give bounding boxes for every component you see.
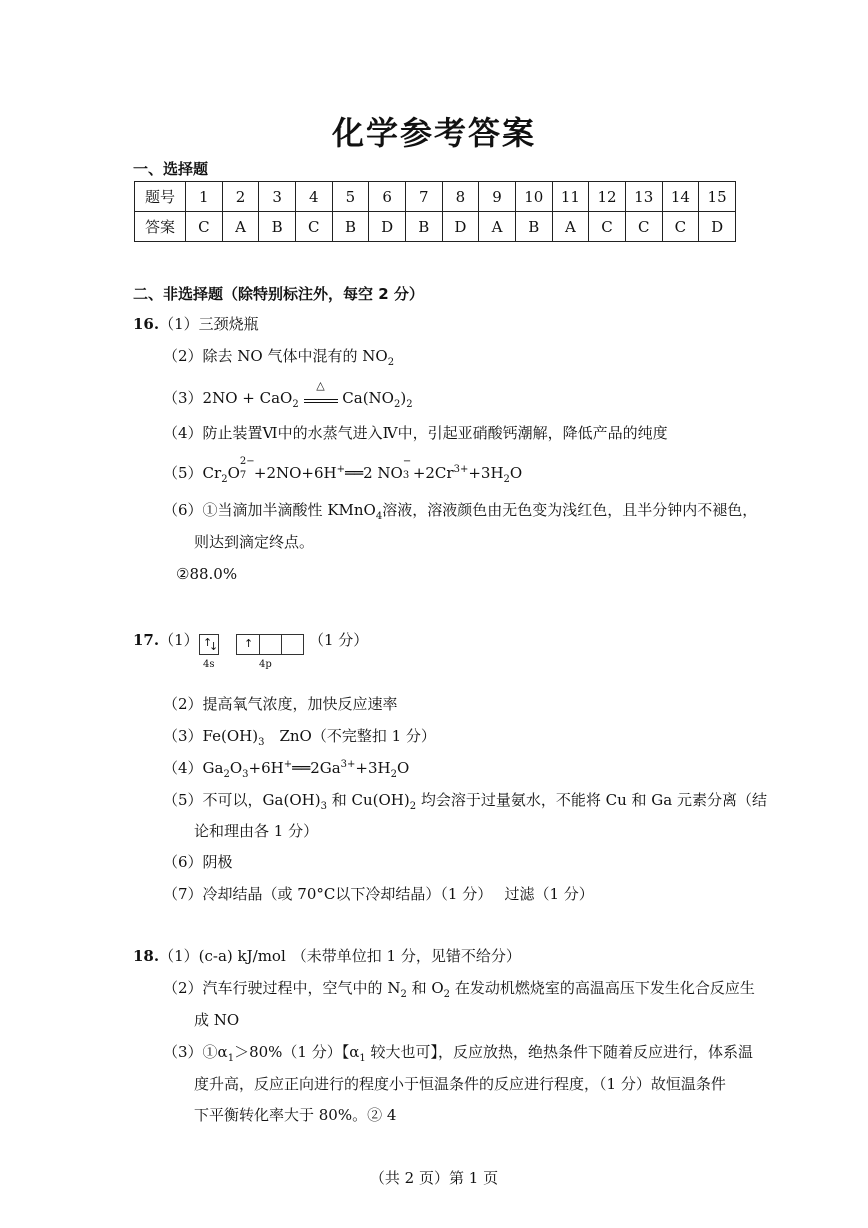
- orbital-box-4s: [199, 634, 219, 655]
- answer-cell: C: [662, 212, 699, 242]
- subscript: 2: [221, 474, 228, 485]
- answer-text: 溶液，溶液颜色由无色变为浅红色，且半分钟内不褪色，: [382, 501, 758, 519]
- subscript: 3: [242, 769, 249, 780]
- question-number-cell: 11: [552, 182, 589, 212]
- question-number-cell: 12: [589, 182, 626, 212]
- table-row-answers: [135, 212, 736, 242]
- answer-cell: D: [369, 212, 406, 242]
- question-17-part-3: [163, 726, 436, 746]
- answer-cell: B: [405, 212, 442, 242]
- answer-cell: C: [186, 212, 223, 242]
- answer-text: （未带单位扣 1 分，见错不给分）: [291, 947, 521, 965]
- answer-text: （3）Fe(OH): [163, 727, 259, 745]
- question-number-cell: 10: [515, 182, 552, 212]
- question-number-cell: 4: [295, 182, 332, 212]
- question-18-part-2: [163, 978, 755, 998]
- page-footer: （共 2 页）第 1 页: [369, 1169, 499, 1187]
- answer-cell: B: [515, 212, 552, 242]
- answer-text: （5）不可以，Ga(OH): [163, 791, 321, 809]
- answer-text: ══2 NO: [345, 464, 403, 482]
- question-18-part-2-cont: 成 NO: [194, 1011, 240, 1029]
- question-number: 17.: [133, 631, 160, 649]
- table-row-numbers: [135, 182, 736, 212]
- answer-text: ZnO（不完整扣 1 分）: [264, 727, 436, 745]
- answer-text: 在发动机燃烧室的高温高压下发生化合反应生: [450, 979, 755, 997]
- question-16-part-6: [163, 500, 757, 520]
- question-number-cell: 2: [222, 182, 259, 212]
- question-16-part-1: [133, 314, 259, 334]
- answer-text: 均会溶于过量氨水，不能将 Cu 和 Ga 元素分离（结: [416, 791, 767, 809]
- table-row-label: 题号: [135, 182, 186, 212]
- question-number-cell: 9: [479, 182, 516, 212]
- question-16-part-6-result: ②88.0%: [176, 565, 238, 583]
- answer-text: （1）: [159, 631, 199, 649]
- section-2-heading: 二、非选择题（除特别标注外，每空 2 分）: [133, 285, 424, 303]
- double-line: [304, 399, 338, 403]
- answer-text: O: [397, 759, 410, 777]
- question-number-cell: 8: [442, 182, 479, 212]
- answer-text: O: [229, 759, 243, 777]
- subscript: 2: [443, 989, 451, 1000]
- question-number: 18.: [133, 947, 160, 965]
- question-number-cell: 13: [625, 182, 662, 212]
- question-17-part-5: [163, 790, 767, 810]
- orbital-box-4p: [236, 634, 304, 655]
- superscript: +: [336, 464, 346, 475]
- superscript: +: [283, 759, 293, 770]
- answer-text: Ca(NO: [342, 389, 394, 407]
- answer-cell: B: [259, 212, 296, 242]
- charge-stack: − 3: [402, 456, 412, 481]
- answer-text: （1）三颈烧瓶: [159, 315, 259, 333]
- answer-cell: C: [589, 212, 626, 242]
- subscript: 2: [406, 399, 413, 410]
- page-title: 化学参考答案: [331, 114, 536, 152]
- question-16-part-3: [163, 379, 413, 410]
- orbital-cell: [237, 635, 260, 654]
- question-18-part-1: [133, 946, 521, 966]
- subscript: 2: [223, 769, 230, 780]
- answer-text: （6）①当滴加半滴酸性 KMnO: [163, 501, 376, 519]
- superscript: 3+: [340, 759, 356, 770]
- answer-text: 和 Cu(OH): [326, 791, 410, 809]
- question-17-part-4: [163, 758, 409, 778]
- question-number: 16.: [133, 315, 160, 333]
- answer-text: ══2Ga: [292, 759, 341, 777]
- answer-cell: A: [222, 212, 259, 242]
- answer-text: 较大也可】，反应放热，绝热条件下随着反应进行，体系温: [365, 1043, 754, 1061]
- answer-text: （5）Cr: [163, 464, 222, 482]
- answer-text: O: [509, 464, 523, 482]
- answer-text: （3）①α: [163, 1043, 228, 1061]
- subscript: 2: [292, 399, 299, 410]
- table-row-label: 答案: [135, 212, 186, 242]
- question-17-part-6: （6）阴极: [163, 853, 233, 871]
- orbital-label-4p: 4p: [259, 659, 272, 670]
- section-1-heading: 一、选择题: [133, 160, 209, 178]
- question-number-cell: 15: [699, 182, 736, 212]
- answer-table: [134, 181, 736, 242]
- spin-up-arrow-icon: ↑: [203, 636, 213, 649]
- subscript: 3: [258, 737, 265, 748]
- orbital-label-4s: 4s: [203, 659, 215, 670]
- answer-cell: A: [552, 212, 589, 242]
- question-16-part-4: （4）防止装置Ⅵ中的水蒸气进入Ⅳ中，引起亚硝酸钙潮解，降低产品的纯度: [163, 424, 668, 442]
- answer-text: +2Cr: [412, 464, 454, 482]
- orbital-cell: [259, 635, 282, 654]
- spin-down-arrow-icon: ↓: [209, 640, 219, 653]
- question-number-cell: 14: [662, 182, 699, 212]
- question-number-cell: 7: [405, 182, 442, 212]
- answer-text: （3）2NO + CaO: [163, 389, 293, 407]
- answer-text: O: [227, 464, 240, 482]
- heating-equals-sign: [304, 379, 338, 403]
- question-18-part-3-cont2: 下平衡转化率大于 80%。② 4: [194, 1106, 397, 1124]
- subscript: 2: [390, 769, 397, 780]
- answer-text: （4）Ga: [163, 759, 224, 777]
- answer-text: +6H: [248, 759, 284, 777]
- question-number-cell: 1: [186, 182, 223, 212]
- subscript: 1: [359, 1053, 366, 1064]
- answer-text: ＞80%（1 分）【α: [234, 1043, 360, 1061]
- heat-triangle-icon: △: [316, 379, 325, 392]
- question-number-cell: 3: [259, 182, 296, 212]
- subscript: 3: [320, 801, 327, 812]
- subscript: 2: [503, 474, 510, 485]
- answer-cell: C: [625, 212, 662, 242]
- question-number-cell: 5: [332, 182, 369, 212]
- question-number-cell: 6: [369, 182, 406, 212]
- subscript: 2: [387, 357, 395, 368]
- question-17-part-5-cont: 论和理由各 1 分）: [194, 822, 319, 840]
- answer-text: +3H: [355, 759, 391, 777]
- superscript: 3+: [453, 464, 469, 475]
- question-16-part-6-cont: 则达到滴定终点。: [194, 533, 315, 551]
- answer-text: +2NO+6H: [253, 464, 337, 482]
- question-16-part-2: [163, 346, 394, 366]
- subscript: 2: [400, 989, 407, 1000]
- answer-cell: D: [442, 212, 479, 242]
- answer-cell: A: [479, 212, 516, 242]
- question-18-part-3: [163, 1042, 753, 1062]
- subscript: 4: [375, 511, 383, 522]
- answer-cell: B: [332, 212, 369, 242]
- question-17-part-7: （7）冷却结晶（或 70°C以下冷却结晶）（1 分） 过滤（1 分）: [163, 885, 594, 903]
- answer-text: （2）除去 NO 气体中混有的 NO: [163, 347, 388, 365]
- answer-text: ): [400, 389, 407, 407]
- answer-text: （2）汽车行驶过程中，空气中的 N: [163, 979, 401, 997]
- charge-stack: 2− 7: [239, 456, 255, 481]
- answer-text: +3H: [468, 464, 504, 482]
- question-16-part-5: [163, 456, 523, 485]
- subscript: 1: [227, 1053, 235, 1064]
- score-note: （1 分）: [309, 631, 369, 649]
- subscript: 2: [393, 399, 401, 410]
- question-17-part-1: [133, 630, 199, 650]
- question-17-part-2: （2）提高氧气浓度，加快反应速率: [163, 695, 398, 713]
- answer-text: （1）(c-a) kJ/mol: [159, 947, 286, 965]
- question-18-part-3-cont: 度升高，反应正向进行的程度小于恒温条件的反应进行程度，（1 分）故恒温条件: [194, 1075, 726, 1093]
- answer-cell: C: [295, 212, 332, 242]
- subscript: 2: [409, 801, 417, 812]
- answer-text: 和 O: [406, 979, 444, 997]
- answer-cell: D: [699, 212, 736, 242]
- spin-up-arrow-icon: ↑: [244, 637, 254, 650]
